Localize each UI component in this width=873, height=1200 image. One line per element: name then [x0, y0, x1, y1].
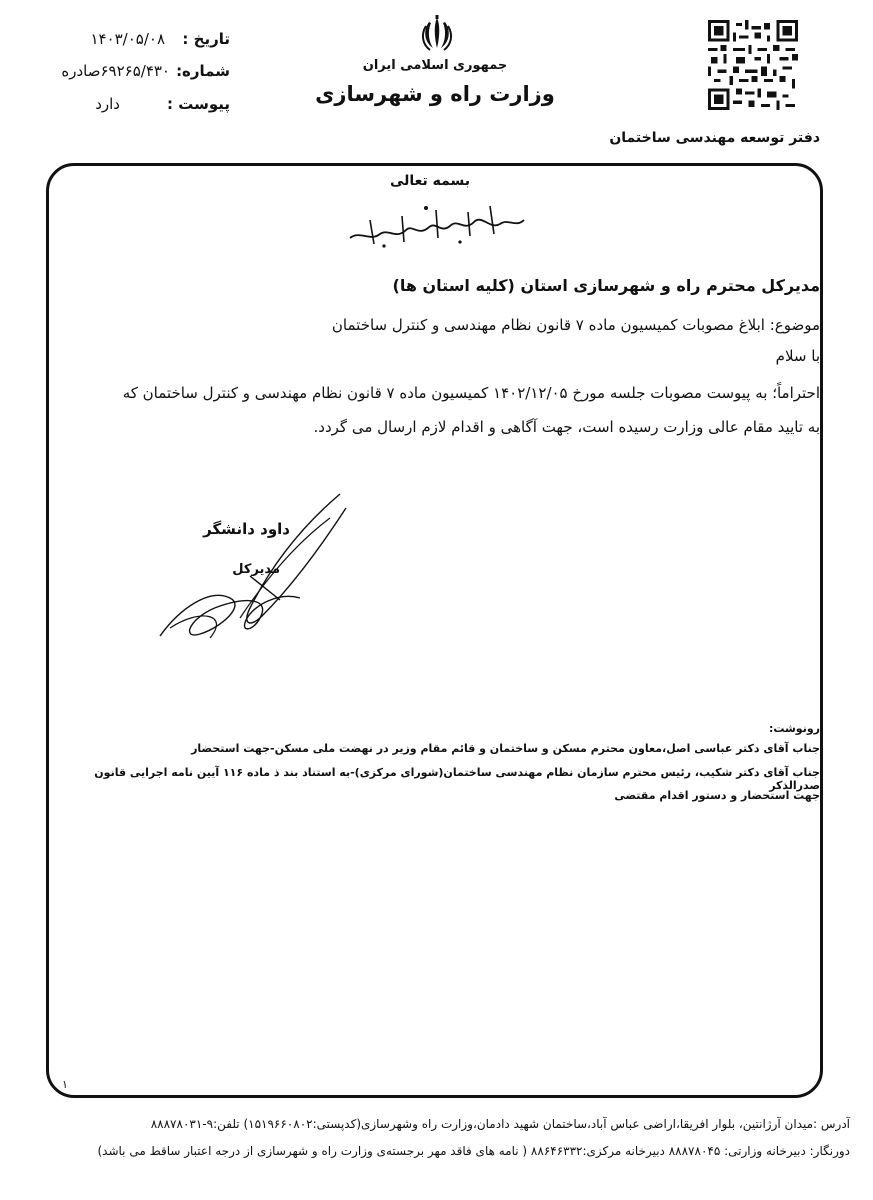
letter-body	[60, 376, 820, 444]
cc-heading: رونوشت:	[768, 722, 820, 735]
signer-name: داود دانشگر	[203, 520, 290, 538]
cc-line: جناب آقای دکتر شکیب، رئیس محترم سازمان نظام مهندسی ساختمان(شورای مرکزی)-به استناد بند ذ ماده ۱۱۶ آیین نامه اجرایی قانون صدرالذکر	[94, 766, 820, 792]
attachment-value: دارد	[95, 95, 120, 113]
office-title: دفتر توسعه مهندسی ساختمان	[609, 130, 820, 146]
attachment-label: پیوست :	[166, 95, 230, 113]
page-number: ۱	[62, 1078, 68, 1091]
iran-emblem-icon	[420, 14, 454, 56]
body-line: احتراماً؛ به پیوست مصوبات جلسه مورخ ۱۴۰۲/۱۲/۰۵ کمیسیون ماده ۷ قانون نظام مهندسی و کنترل ساختمان که	[122, 384, 820, 402]
addressee: مدیرکل محترم راه و شهرسازی استان (کلیه استان ها)	[392, 276, 820, 295]
greeting: با سلام	[775, 347, 820, 365]
date-label: تاریخ :	[182, 30, 230, 48]
republic-title: جمهوری اسلامی ایران	[362, 58, 508, 73]
number-label: شماره:	[176, 62, 230, 80]
number-value: ۶۹۲۶۵/۴۳۰صادره	[61, 62, 170, 80]
cc-line: جناب آقای دکتر عباسی اصل،معاون محترم مسکن و ساختمان و قائم مقام وزیر در نهضت ملی مسکن-جهت استحضار	[191, 742, 820, 755]
ministry-title: وزارت راه و شهرسازی	[315, 82, 555, 106]
date-value: ۱۴۰۳/۰۵/۰۸	[90, 30, 165, 48]
qr-code-icon	[708, 20, 798, 110]
cc-line: جهت استحضار و دستور اقدام مقتضی	[614, 789, 820, 802]
subject-line: موضوع: ابلاغ مصوبات کمیسیون ماده ۷ قانون نظام مهندسی و کنترل ساختمان	[331, 316, 820, 334]
body-line: به تایید مقام عالی وزارت رسیده است، جهت آگاهی و اقدام لازم ارسال می گردد.	[313, 418, 820, 436]
signer-title: مدیرکل	[232, 562, 280, 577]
bismillah: بسمه تعالی	[389, 173, 471, 189]
slogan-calligraphy-icon	[340, 200, 530, 250]
footer-address: آدرس :میدان آرژانتین، بلوار افریقا،اراضی عباس آباد،ساختمان شهید دادمان،وزارت راه وشهرسازی(کدپستی:۱۵۱۹۶۶۰۸۰۲) تلفن:۹-۸۸۸۷۸۰۳۱	[150, 1117, 850, 1131]
footer-contacts: دورنگار: دبیرخانه وزارتی: ۸۸۸۷۸۰۴۵ دبیرخانه مرکزی:۸۸۶۴۶۳۳۲ ( نامه های فاقد مهر برجسته‌ی وزارت راه و شهرسازی از درجه اعتبار ساقط می باشد)	[97, 1144, 850, 1158]
